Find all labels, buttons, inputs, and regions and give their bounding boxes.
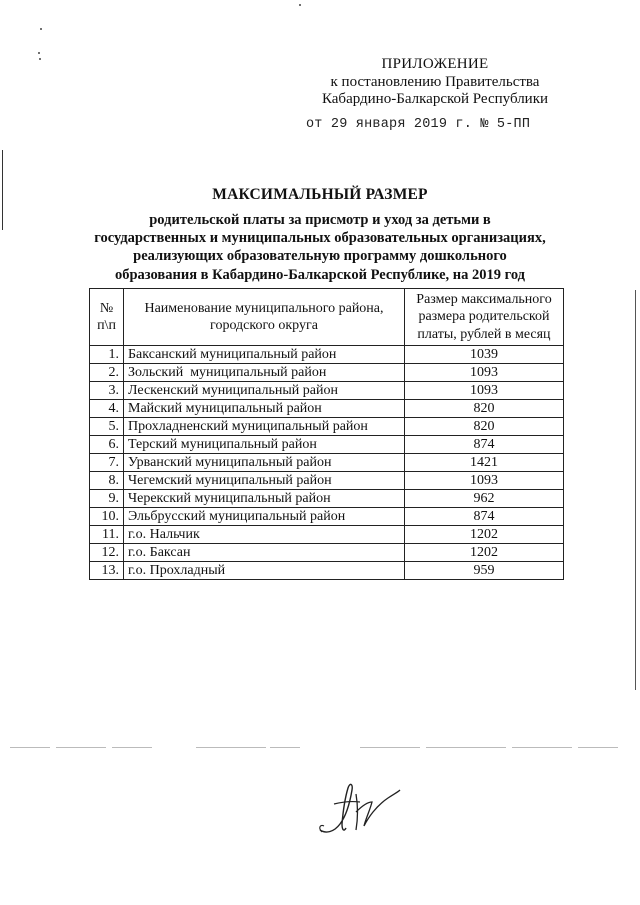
scan-dashed-line [360, 747, 420, 748]
row-number: 1. [90, 346, 124, 364]
column-header-text: Наименование муниципального района, [144, 300, 384, 316]
subtitle-line-1: родительской платы за присмотр и уход за детьми в [149, 212, 491, 228]
row-name: Терский муниципальный район [124, 436, 405, 454]
table-header-row [90, 289, 564, 346]
column-header-text: № [99, 300, 114, 316]
row-number: 11. [90, 526, 124, 544]
row-number: 3. [90, 382, 124, 400]
scan-dashed-line [112, 747, 152, 748]
column-header-text: п\п [97, 318, 116, 333]
row-number: 6. [90, 436, 124, 454]
row-number: 12. [90, 544, 124, 562]
scan-dot [299, 4, 301, 6]
row-name: г.о. Нальчик [124, 526, 405, 544]
appendix-line-2: Кабардино-Балкарской Республики [321, 91, 549, 107]
row-number: 10. [90, 508, 124, 526]
row-name: Майский муниципальный район [124, 400, 405, 418]
row-value: 1093 [405, 472, 564, 490]
row-value: 874 [405, 508, 564, 526]
row-name: Баксанский муниципальный район [124, 346, 405, 364]
document-title: МАКСИМАЛЬНЫЙ РАЗМЕР [212, 186, 428, 203]
row-number: 7. [90, 454, 124, 472]
scan-dashed-line [578, 747, 618, 748]
column-header-text: Размер максимального [416, 291, 552, 307]
scan-dashed-line [10, 747, 50, 748]
row-name: Эльбрусский муниципальный район [124, 508, 405, 526]
scan-dot [39, 58, 41, 60]
scan-edge-line [2, 150, 3, 230]
table-row [90, 472, 564, 490]
table-row [90, 346, 564, 364]
row-value: 1093 [405, 382, 564, 400]
table-row [90, 544, 564, 562]
scan-edge-line [635, 290, 636, 690]
table-row [90, 382, 564, 400]
row-number: 8. [90, 472, 124, 490]
row-number: 9. [90, 490, 124, 508]
column-header-number [90, 289, 124, 346]
row-name: Чегемский муниципальный район [124, 472, 405, 490]
table-row [90, 364, 564, 382]
scan-dashed-line [512, 747, 572, 748]
appendix-title: ПРИЛОЖЕНИЕ [381, 56, 489, 72]
row-value: 874 [405, 436, 564, 454]
row-name: Прохладненский муниципальный район [124, 418, 405, 436]
row-value: 1093 [405, 364, 564, 382]
scan-dot [40, 28, 42, 30]
table-row [90, 454, 564, 472]
table-row [90, 490, 564, 508]
appendix-line-1: к постановлению Правительства [330, 73, 540, 90]
row-value: 1421 [405, 454, 564, 472]
table-row [90, 562, 564, 580]
scan-dashed-line [426, 747, 506, 748]
document-date-stamp: от 29 января 2019 г. № 5-ПП [306, 117, 531, 132]
table-row [90, 526, 564, 544]
column-header-text: размера родительской [418, 309, 550, 325]
row-value: 962 [405, 490, 564, 508]
row-number: 13. [90, 562, 124, 580]
row-value: 1202 [405, 526, 564, 544]
appendix-header [300, 56, 570, 109]
row-number: 5. [90, 418, 124, 436]
row-name: Урванский муниципальный район [124, 454, 405, 472]
table-row [90, 418, 564, 436]
row-number: 2. [90, 364, 124, 382]
row-name: Лескенский муниципальный район [124, 382, 405, 400]
row-name: Зольский муниципальный район [124, 364, 405, 382]
scan-dashed-line [196, 747, 266, 748]
subtitle-line-4: образования в Кабардино-Балкарской Республике, на 2019 год [114, 266, 526, 283]
scan-dot [38, 52, 40, 54]
document-subtitle [60, 211, 580, 284]
column-header-name [124, 289, 405, 346]
column-header-text: платы, рублей в месяц [417, 326, 551, 342]
subtitle-line-2: государственных и муниципальных образовательных организациях, [94, 230, 546, 247]
signature-icon [312, 772, 412, 842]
row-name: г.о. Баксан [124, 544, 405, 562]
row-value: 820 [405, 400, 564, 418]
subtitle-line-3: реализующих образовательную программу дошкольного [133, 248, 507, 265]
row-value: 820 [405, 418, 564, 436]
scan-dashed-line [56, 747, 106, 748]
row-value: 1202 [405, 544, 564, 562]
row-number: 4. [90, 400, 124, 418]
row-value: 959 [405, 562, 564, 580]
table-row [90, 400, 564, 418]
fee-table [89, 288, 564, 580]
scan-dashed-line [270, 747, 300, 748]
column-header-text: городского округа [210, 318, 318, 333]
row-value: 1039 [405, 346, 564, 364]
row-name: г.о. Прохладный [124, 562, 405, 580]
table-row [90, 436, 564, 454]
row-name: Черекский муниципальный район [124, 490, 405, 508]
table-row [90, 508, 564, 526]
column-header-value [405, 289, 564, 346]
